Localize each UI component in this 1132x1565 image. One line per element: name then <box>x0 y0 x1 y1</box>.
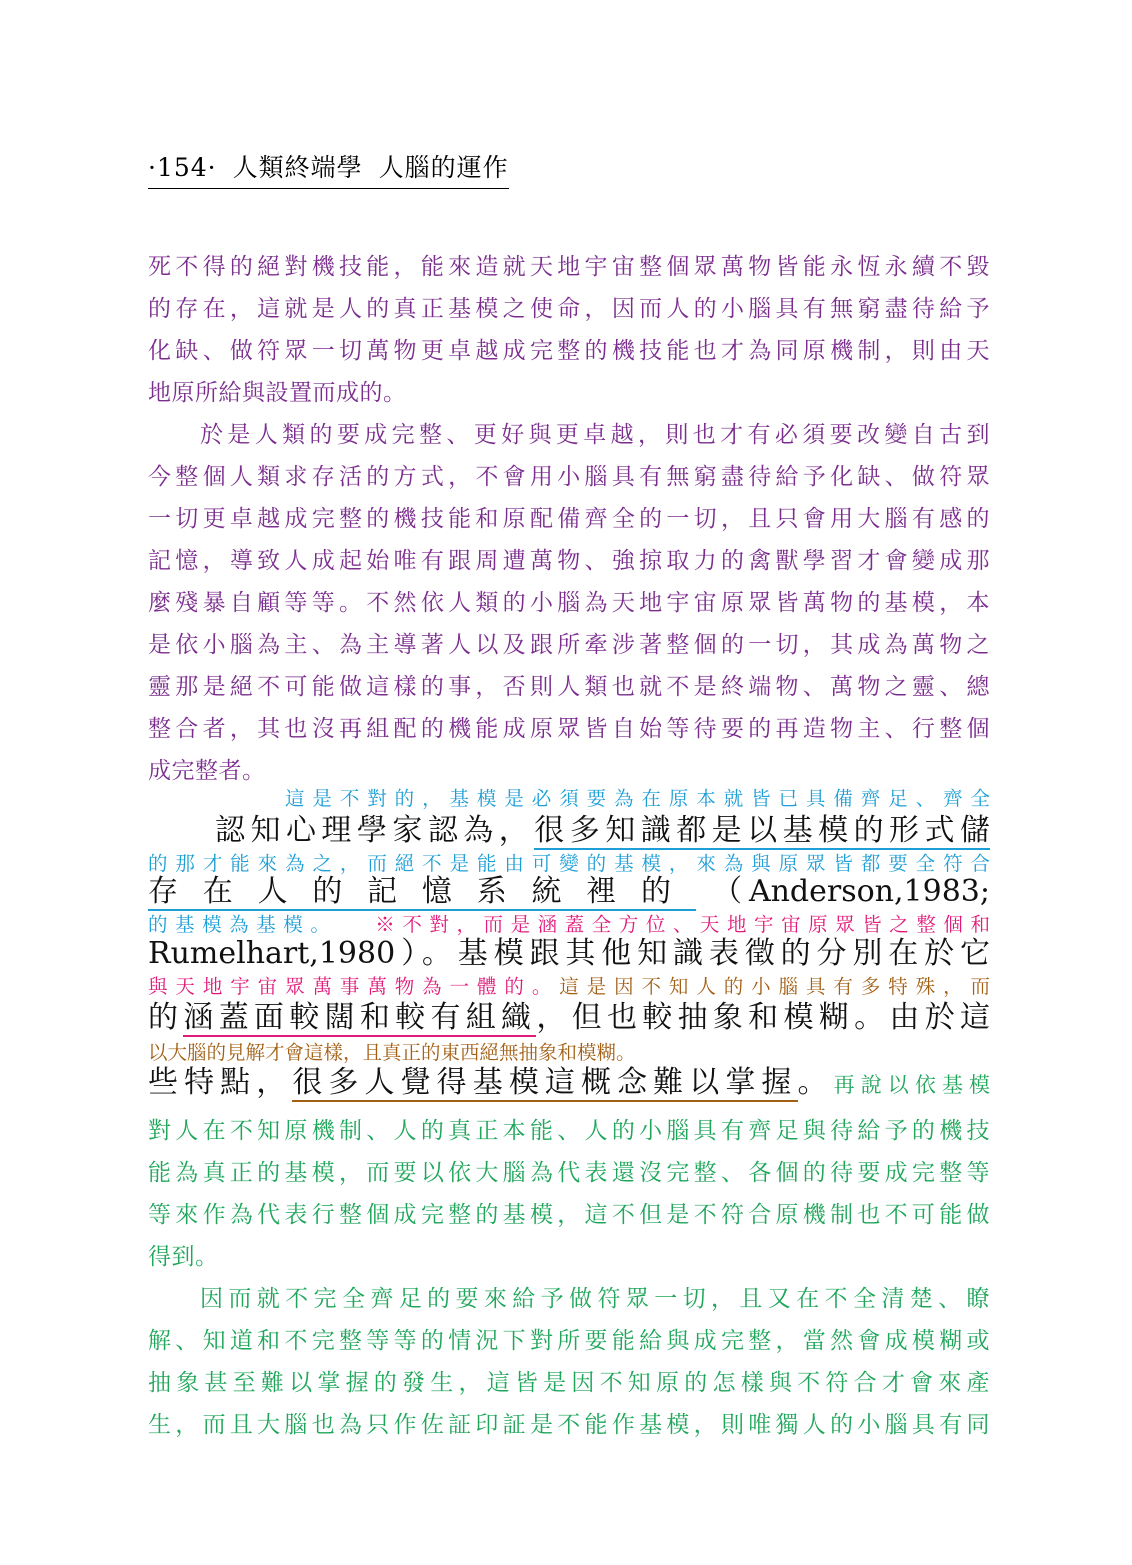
quote-line-1 <box>215 805 990 849</box>
quote-line-4-start: 的 <box>148 1000 184 1035</box>
quote-line-1-underlined: 很多知識都是以基模的形式儲 <box>534 813 991 848</box>
paragraph-2-line-8: 整合者，其也沒再組配的機能成原眾皆自始等待要的再造物主、行整個 <box>148 716 990 742</box>
annotation-cyan-2: 的那才能來為之，而絕不是能由可變的基模，來為與原眾皆都要全符合 <box>148 852 990 875</box>
quote-line-2-underlined: 存在人的記憶系統裡的 <box>148 874 696 909</box>
annotation-cyan-3: 的基模為基模。 <box>148 913 338 936</box>
paragraph-2-line-9: 成完整者。 <box>148 758 266 784</box>
paragraph-4-line-1: 因而就不完全齊足的要來給予做符眾一切，且又在不全清楚、瞭 <box>200 1286 990 1312</box>
paragraph-1-line-1: 死不得的絕對機技能，能來造就天地宇宙整個眾萬物皆能永恆永續不毀 <box>148 254 990 280</box>
annotation-brown-2: 以大腦的見解才會這樣，且真正的東西絕無抽象和模糊。 <box>148 1041 636 1064</box>
chapter-title: 人腦的運作 <box>378 153 509 182</box>
paragraph-3-line-3: 等來作為代表行整個成完整的基模，這不但是不符合原機制也不可能做 <box>148 1202 990 1228</box>
paragraph-2-line-3: 一切更卓越成完整的機技能和原配備齊全的一切，且只會用大腦有感的 <box>148 506 990 532</box>
paragraph-2-line-4: 記憶，導致人成起始唯有跟周遭萬物、強掠取力的禽獸學習才會變成那 <box>148 548 990 574</box>
quote-line-1-plain: 認知心理學家認為， <box>215 813 535 848</box>
paragraph-4-line-4: 生，而且大腦也為只作佐証印証是不能作基模，則唯獨人的小腦具有同 <box>148 1412 990 1438</box>
quote-line-4-underlined: 涵蓋面較闊和較有組織 <box>183 1000 537 1035</box>
paragraph-4-line-3: 抽象甚至難以掌握的發生，這皆是因不知原的怎樣與不符合才會來產 <box>148 1370 990 1396</box>
quote-line-5-underlined: 很多人覺得基模這概念難以掌握 <box>292 1065 798 1100</box>
annotation-brown-1: 這是因不知人的小腦具有多特殊，而 <box>559 975 990 998</box>
paragraph-3-line-4: 得到。 <box>148 1244 219 1270</box>
paragraph-4-line-2: 解、知道和不完整等等的情況下對所要能給與成完整，當然會成模糊或 <box>148 1328 990 1354</box>
quote-line-5 <box>148 1057 990 1101</box>
quote-line-5-start: 些特點， <box>148 1065 293 1100</box>
quote-line-5-period: 。 <box>797 1065 834 1100</box>
paragraph-1-line-3: 化缺、做符眾一切萬物更卓越成完整的機技能也才為同原機制，則由天 <box>148 338 990 364</box>
quote-line-3: Rumelhart,1980）。基模跟其他知識表徵的分別在於它 <box>148 936 990 971</box>
annotation-cyan-1: 這是不對的，基模是必須要為在原本就皆已具備齊足、齊全 <box>285 787 990 810</box>
quote-line-5-note: 再說以依基模 <box>833 1073 991 1097</box>
paragraph-3-line-1: 對人在不知原機制、人的真正本能、人的小腦具有齊足與待給予的機技 <box>148 1118 990 1144</box>
paragraph-2-line-2: 今整個人類求存活的方式，不會用小腦具有無窮盡待給予化缺、做符眾 <box>148 464 990 490</box>
paragraph-2-line-5: 麼殘暴自顧等等。不然依人類的小腦為天地宇宙原眾皆萬物的基模，本 <box>148 590 990 616</box>
book-title: 人類終端學 <box>232 153 363 182</box>
quote-line-2 <box>148 866 990 910</box>
quote-line-2-citation: （Anderson,1983; <box>712 874 990 909</box>
annotation-pink-1: ※不對，而是涵蓋全方位、天地宇宙原眾皆之整個和 <box>375 913 990 936</box>
page-number: ·154· <box>148 153 217 182</box>
paragraph-1-line-4: 地原所給與設置而成的。 <box>148 380 407 406</box>
quote-line-4-end: ，但也較抽象和模糊。由於這 <box>536 1000 991 1035</box>
paragraph-1-line-2: 的存在，這就是人的真正基模之使命，因而人的小腦具有無窮盡待給予 <box>148 296 990 322</box>
annotation-pink-2: 與天地宇宙眾萬事萬物為一體的。 <box>148 975 560 998</box>
page-header <box>148 148 509 189</box>
paragraph-2-line-6: 是依小腦為主、為主導著人以及跟所牽涉著整個的一切，其成為萬物之 <box>148 632 990 658</box>
quote-line-4 <box>148 992 990 1036</box>
paragraph-2-line-7: 靈那是絕不可能做這樣的事，否則人類也就不是終端物、萬物之靈、總 <box>148 674 990 700</box>
paragraph-2-line-1: 於是人類的要成完整、更好與更卓越，則也才有必須要改變自古到 <box>200 422 990 448</box>
paragraph-3-line-2: 能為真正的基模，而要以依大腦為代表還沒完整、各個的待要成完整等 <box>148 1160 990 1186</box>
